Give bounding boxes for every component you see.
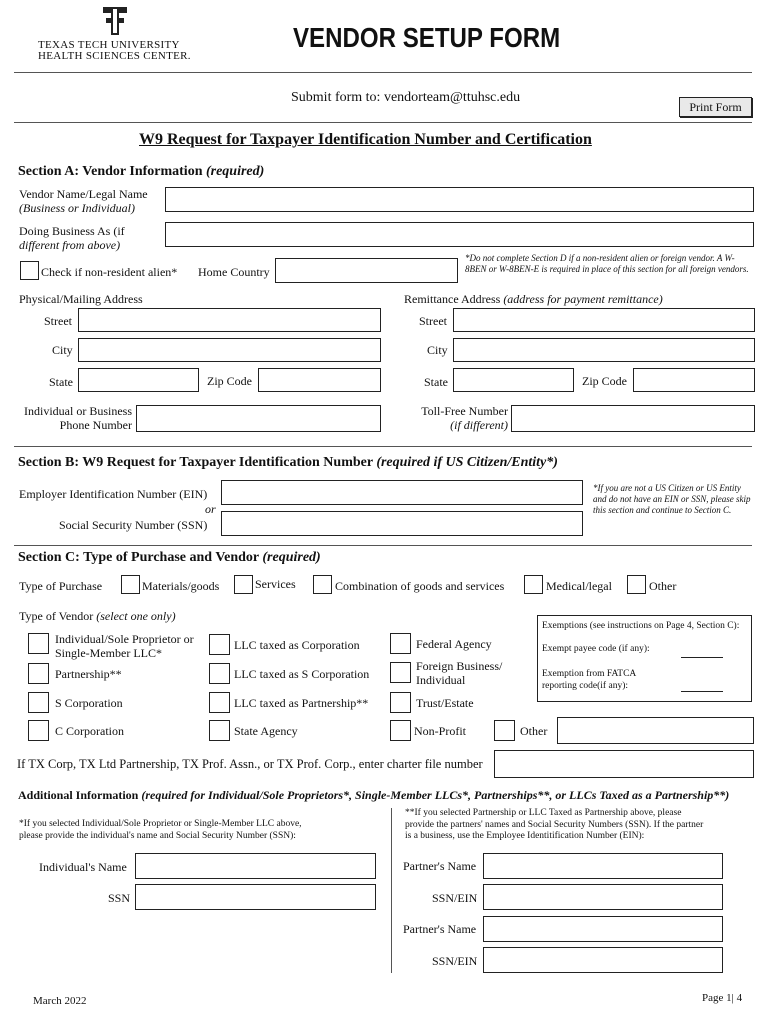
section-c-divider [14, 545, 752, 546]
footer-page: Page 1| 4 [702, 992, 743, 1004]
partner1-ssn-label: SSN/EIN [432, 891, 478, 905]
additional-heading: Additional Information (required for Individual/Sole Proprietors*, Single-Member LLCs*, Partnerships**, or LLCs Taxed as a Partnership**) [18, 788, 730, 802]
physical-address-label: Physical/Mailing Address [19, 292, 143, 306]
combination-checkbox[interactable] [313, 575, 332, 594]
llc-partnership-checkbox[interactable] [209, 692, 230, 713]
footer-date: March 2022 [33, 995, 87, 1007]
street-input[interactable] [78, 308, 381, 332]
materials-goods-label: Materials/goods [142, 579, 220, 593]
section-b-note: *If you are not a US Citizen or US Entity and do not have an EIN or SSN, please skip this section and continue to Section C. [593, 483, 751, 515]
medical-legal-label: Medical/legal [546, 579, 612, 593]
subtitle-divider [14, 122, 752, 123]
logo-line1: TEXAS TECH UNIVERSITY [38, 39, 180, 51]
state-input[interactable] [78, 368, 199, 392]
ein-label: Employer Identification Number (EIN) [19, 487, 208, 501]
remit-state-label: State [424, 375, 448, 389]
nonresident-note: *Do not complete Section D if a non-resident alien or foreign vendor. A W-8BEN or W-8BEN-E is required in place of this section for all foreign vendors. [465, 253, 749, 274]
section-b-divider [14, 446, 752, 447]
materials-goods-checkbox[interactable] [121, 575, 140, 594]
purchase-other-label: Other [649, 579, 677, 593]
c-corporation-checkbox[interactable] [28, 720, 49, 741]
vendor-other-input[interactable] [557, 717, 754, 744]
phone-input[interactable] [136, 405, 381, 432]
nonresident-checkbox[interactable] [20, 261, 39, 280]
exemptions-title: Exemptions (see instructions on Page 4, Section C): [542, 621, 740, 631]
form-title: VENDOR SETUP FORM [293, 22, 561, 53]
home-country-label: Home Country [198, 265, 270, 279]
foreign-business-label: Foreign Business/ Individual [416, 659, 503, 687]
partner2-ssn-input[interactable] [483, 947, 723, 973]
exempt-payee-input[interactable] [681, 657, 723, 658]
tollfree-input[interactable] [511, 405, 755, 432]
section-c-heading: Section C: Type of Purchase and Vendor (required) [18, 550, 321, 565]
individual-name-input[interactable] [135, 853, 376, 879]
dba-label: Doing Business As (if different from above) [19, 224, 125, 252]
vendor-type-label: Type of Vendor (select one only) [19, 609, 176, 623]
services-checkbox[interactable] [234, 575, 253, 594]
zip-label: Zip Code [207, 374, 252, 388]
remit-city-label: City [427, 343, 448, 357]
city-label: City [52, 343, 73, 357]
vendor-other-label: Other [520, 724, 548, 738]
city-input[interactable] [78, 338, 381, 362]
tollfree-label: Toll-Free Number (if different) [421, 404, 508, 432]
purchase-other-checkbox[interactable] [627, 575, 646, 594]
federal-agency-checkbox[interactable] [390, 633, 411, 654]
legal-name-label: Vendor Name/Legal Name (Business or Individual) [19, 187, 148, 215]
home-country-input[interactable] [275, 258, 458, 283]
exempt-payee-label: Exempt payee code (if any): [542, 644, 650, 654]
partner2-name-input[interactable] [483, 916, 723, 942]
ssn-label: Social Security Number (SSN) [59, 518, 208, 532]
print-form-button[interactable] [679, 97, 752, 117]
individual-sole-proprietor-checkbox[interactable] [28, 633, 49, 654]
charter-label: If TX Corp, TX Ltd Partnership, TX Prof. Assn., or TX Prof. Corp., enter charter file number [17, 757, 483, 771]
trust-estate-checkbox[interactable] [390, 692, 411, 713]
llc-s-corporation-label: LLC taxed as S Corporation [234, 667, 370, 681]
llc-corporation-checkbox[interactable] [209, 634, 230, 655]
state-agency-checkbox[interactable] [209, 720, 230, 741]
remit-zip-label: Zip Code [582, 374, 627, 388]
remit-street-input[interactable] [453, 308, 755, 332]
header-divider [14, 72, 752, 73]
services-label: Services [255, 577, 296, 591]
state-agency-label: State Agency [234, 724, 298, 738]
purchase-type-label: Type of Purchase [19, 579, 103, 593]
individual-ssn-label: SSN [108, 891, 131, 905]
partnership-label: Partnership** [55, 667, 122, 681]
federal-agency-label: Federal Agency [416, 637, 492, 651]
partner1-ssn-input[interactable] [483, 884, 723, 910]
llc-corporation-label: LLC taxed as Corporation [234, 638, 360, 652]
section-b-heading: Section B: W9 Request for Taxpayer Identification Number (required if US Citizen/Entity*) [18, 455, 558, 470]
c-corporation-label: C Corporation [55, 724, 124, 738]
non-profit-checkbox[interactable] [390, 720, 411, 741]
left-note: *If you selected Individual/Sole Proprietor or Single-Member LLC above, please provide the individual's name and Social Security Number (SSN): [19, 819, 302, 841]
s-corporation-checkbox[interactable] [28, 692, 49, 713]
logo-line2: HEALTH SCIENCES CENTER. [38, 50, 191, 62]
remit-zip-input[interactable] [633, 368, 755, 392]
charter-input[interactable] [494, 750, 754, 778]
nonresident-label: Check if non-resident alien* [41, 265, 178, 279]
s-corporation-label: S Corporation [55, 696, 123, 710]
zip-input[interactable] [258, 368, 381, 392]
submit-text: Submit form to: vendorteam@ttuhsc.edu [291, 90, 521, 105]
remit-state-input[interactable] [453, 368, 574, 392]
partnership-checkbox[interactable] [28, 663, 49, 684]
trust-estate-label: Trust/Estate [416, 696, 474, 710]
phone-label: Individual or Business Phone Number [24, 404, 132, 432]
print-form-label: Print Form [689, 100, 742, 114]
remittance-address-label: Remittance Address (address for payment remittance) [404, 292, 663, 306]
ein-input[interactable] [221, 480, 583, 505]
partner2-name-label: Partner's Name [403, 922, 477, 936]
individual-ssn-input[interactable] [135, 884, 376, 910]
partner1-name-label: Partner's Name [403, 859, 477, 873]
partner2-ssn-label: SSN/EIN [432, 954, 478, 968]
street-label: Street [44, 314, 72, 328]
individual-name-label: Individual's Name [39, 860, 127, 874]
legal-name-input[interactable] [165, 187, 754, 212]
w9-subtitle: W9 Request for Taxpayer Identification Number and Certification [139, 131, 592, 148]
state-label: State [49, 375, 73, 389]
right-note: **If you selected Partnership or LLC Taxed as Partnership above, please provide the partners' names and Social Security Numbers (SSN). If the partner is a business, use the Employee Identitification Number (EIN): [405, 808, 704, 841]
ttuhsc-logo [38, 6, 198, 64]
remit-city-input[interactable] [453, 338, 755, 362]
llc-partnership-label: LLC taxed as Partnership** [234, 696, 369, 710]
fatca-input[interactable] [681, 691, 723, 692]
additional-column-divider [391, 808, 392, 973]
medical-legal-checkbox[interactable] [524, 575, 543, 594]
fatca-label: Exemption from FATCA reporting code(if any): [542, 669, 637, 691]
ssn-input[interactable] [221, 511, 583, 536]
section-a-heading: Section A: Vendor Information (required) [18, 164, 265, 179]
remit-street-label: Street [419, 314, 447, 328]
double-t-logo-icon [102, 6, 128, 36]
vendor-other-checkbox[interactable] [494, 720, 515, 741]
combination-label: Combination of goods and services [335, 579, 505, 593]
llc-s-corporation-checkbox[interactable] [209, 663, 230, 684]
partner1-name-input[interactable] [483, 853, 723, 879]
or-label: or [205, 502, 216, 516]
foreign-business-checkbox[interactable] [390, 662, 411, 683]
individual-sole-proprietor-label: Individual/Sole Proprietor or Single-Member LLC* [55, 632, 194, 660]
dba-input[interactable] [165, 222, 754, 247]
non-profit-label: Non-Profit [414, 724, 466, 738]
